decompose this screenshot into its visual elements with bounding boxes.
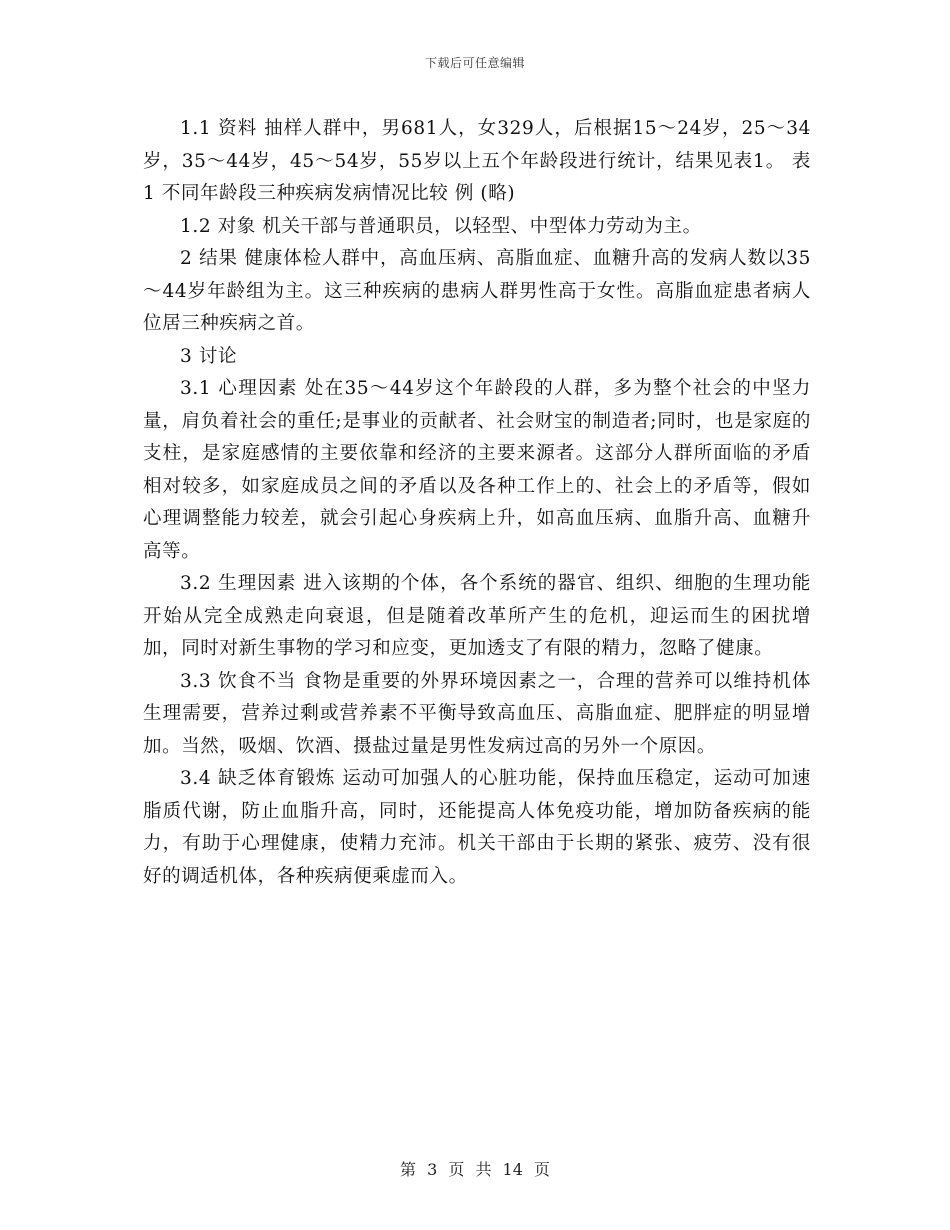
paragraph-1-2-subjects: 1.2 对象 机关干部与普通职员，以轻型、中型体力劳动为主。 (180, 215, 702, 237)
paragraph-1-1-materials: 1.1 资料 抽样人群中，男681人，女329人，后根据15～24岁，25～34岁，35～44岁，45～54岁，55岁以上五个年龄段进行统计，结果见表1。 表1 不同年龄段三种疾病发病情况比较 例 (略) (143, 118, 811, 204)
document-body (143, 113, 811, 893)
paragraph-3-3-diet: 3.3 饮食不当 食物是重要的外界环境因素之一，合理的营养可以维持机体生理需要，营养过剩或营养素不平衡导致高血压、高脂血症、肥胖症的明显增加。当然，吸烟、饮酒、摄盐过量是男性发病过高的另外一个原因。 (143, 670, 811, 757)
paragraph-3-1-psychological: 3.1 心理因素 处在35～44岁这个年龄段的人群，多为整个社会的中坚力量，肩负着社会的重任;是事业的贡献者、社会财宝的制造者;同时，也是家庭的支柱，是家庭感情的主要依靠和经济的主要来源者。这部分人群所面临的矛盾相对较多，如家庭成员之间的矛盾以及各种工作上的、社会上的矛盾等，假如心理调整能力较差，就会引起心身疾病上升，如高血压病、血脂升高、血糖升高等。 (143, 378, 811, 562)
heading-3-discussion: 3 讨论 (180, 345, 238, 367)
paragraph-3-2-physiological: 3.2 生理因素 进入该期的个体，各个系统的器官、组织、细胞的生理功能开始从完全成熟走向衰退，但是随着改革所产生的危机，迎运而生的困扰增加，同时对新生事物的学习和应变，更加透支了有限的精力，忽略了健康。 (143, 573, 811, 659)
page-header: 下载后可任意编辑 (424, 56, 525, 70)
paragraph-3-4-exercise: 3.4 缺乏体育锻炼 运动可加强人的心脏功能，保持血压稳定，运动可加速脂质代谢，防止血脂升高，同时，还能提高人体免疫功能，增加防备疾病的能力，有助于心理健康，使精力充沛。机关干部由于长期的紧张、疲劳、没有很好的调适机体，各种疾病便乘虚而入。 (143, 768, 811, 887)
paragraph-2-results: 2 结果 健康体检人群中，高血压病、高脂血症、血糖升高的发病人数以35～44岁年龄组为主。这三种疾病的患病人群男性高于女性。高脂血症患者病人位居三种疾病之首。 (143, 248, 811, 334)
page-footer: 第 3 页 共 14 页 (400, 1160, 550, 1179)
